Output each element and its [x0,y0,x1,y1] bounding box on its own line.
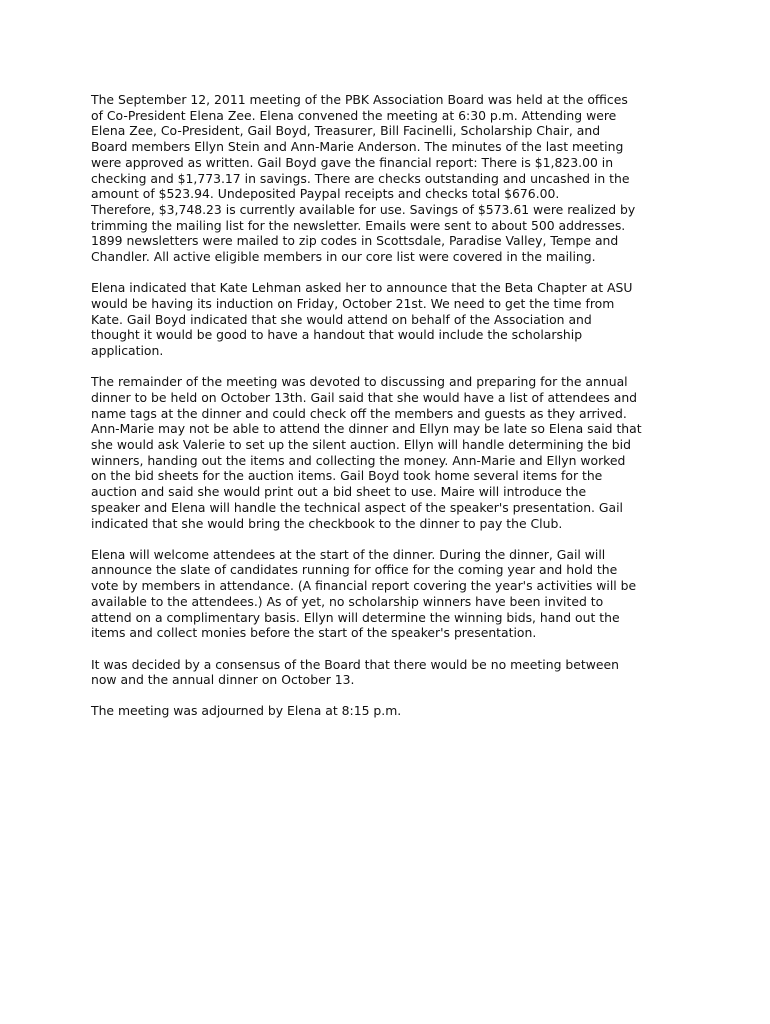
paragraph-no-further-meeting: It was decided by a consensus of the Board that there would be no meeting between now and the annual dinner on October 13. [91,656,619,688]
paragraph-beta-chapter-induction: Elena indicated that Kate Lehman asked her to announce that the Beta Chapter at ASU would be having its induction on Friday, October 21st. We need to get the time from Kate. Gail Boyd indicated that she would attend on behalf of the Association and thought it would be good to have a handout that would include the scholarship application. [91,280,633,359]
paragraph-dinner-program: Elena will welcome attendees at the start of the dinner. During the dinner, Gail will announce the slate of candidates running for office for the coming year and hold the vote by members in attendance. (A financial report covering the year's activities will be available to the attendees.) As of yet, no scholarship winners have been invited to attend on a complimentary basis. Ellyn will determine the winning bids, hand out the items and collect monies before the start of the speaker's presentation. [91,546,637,641]
paragraph-adjournment: The meeting was adjourned by Elena at 8:15 p.m. [91,703,402,719]
document-body [91,92,691,735]
paragraph-annual-dinner-preparation: The remainder of the meeting was devoted to discussing and preparing for the annual dinner to be held on October 13th. Gail said that she would have a list of attendees and name tags at the dinner and could check off the members and guests as they arrived. Ann-Marie may not be able to attend the dinner and Ellyn may be late so Elena said that she would ask Valerie to set up the silent auction. Ellyn will handle determining the bid winners, handing out the items and collecting the money. Ann-Marie and Ellyn worked on the bid sheets for the auction items. Gail Boyd took home several items for the auction and said she would print out a bid sheet to use. Maire will introduce the speaker and Elena will handle the technical aspect of the speaker's presentation. Gail indicated that she would bring the checkbook to the dinner to pay the Club. [91,374,642,531]
paragraph-opening-financial-report: The September 12, 2011 meeting of the PBK Association Board was held at the offices of Co-President Elena Zee. Elena convened the meeting at 6:30 p.m. Attending were Elena Zee, Co-President, Gail Boyd, Treasurer, Bill Facinelli, Scholarship Chair, and Board members Ellyn Stein and Ann-Marie Anderson. The minutes of the last meeting were approved as written. Gail Boyd gave the financial report: There is $1,823.00 in checking and $1,773.17 in savings. There are checks outstanding and uncashed in the amount of $523.94. Undeposited Paypal receipts and checks total $676.00. Therefore, $3,748.23 is currently available for use. Savings of $573.61 were realized by trimming the mailing list for the newsletter. Emails were sent to about 500 addresses. 1899 newsletters were mailed to zip codes in Scottsdale, Paradise Valley, Tempe and Chandler. All active eligible members in our core list were covered in the mailing. [91,92,636,265]
